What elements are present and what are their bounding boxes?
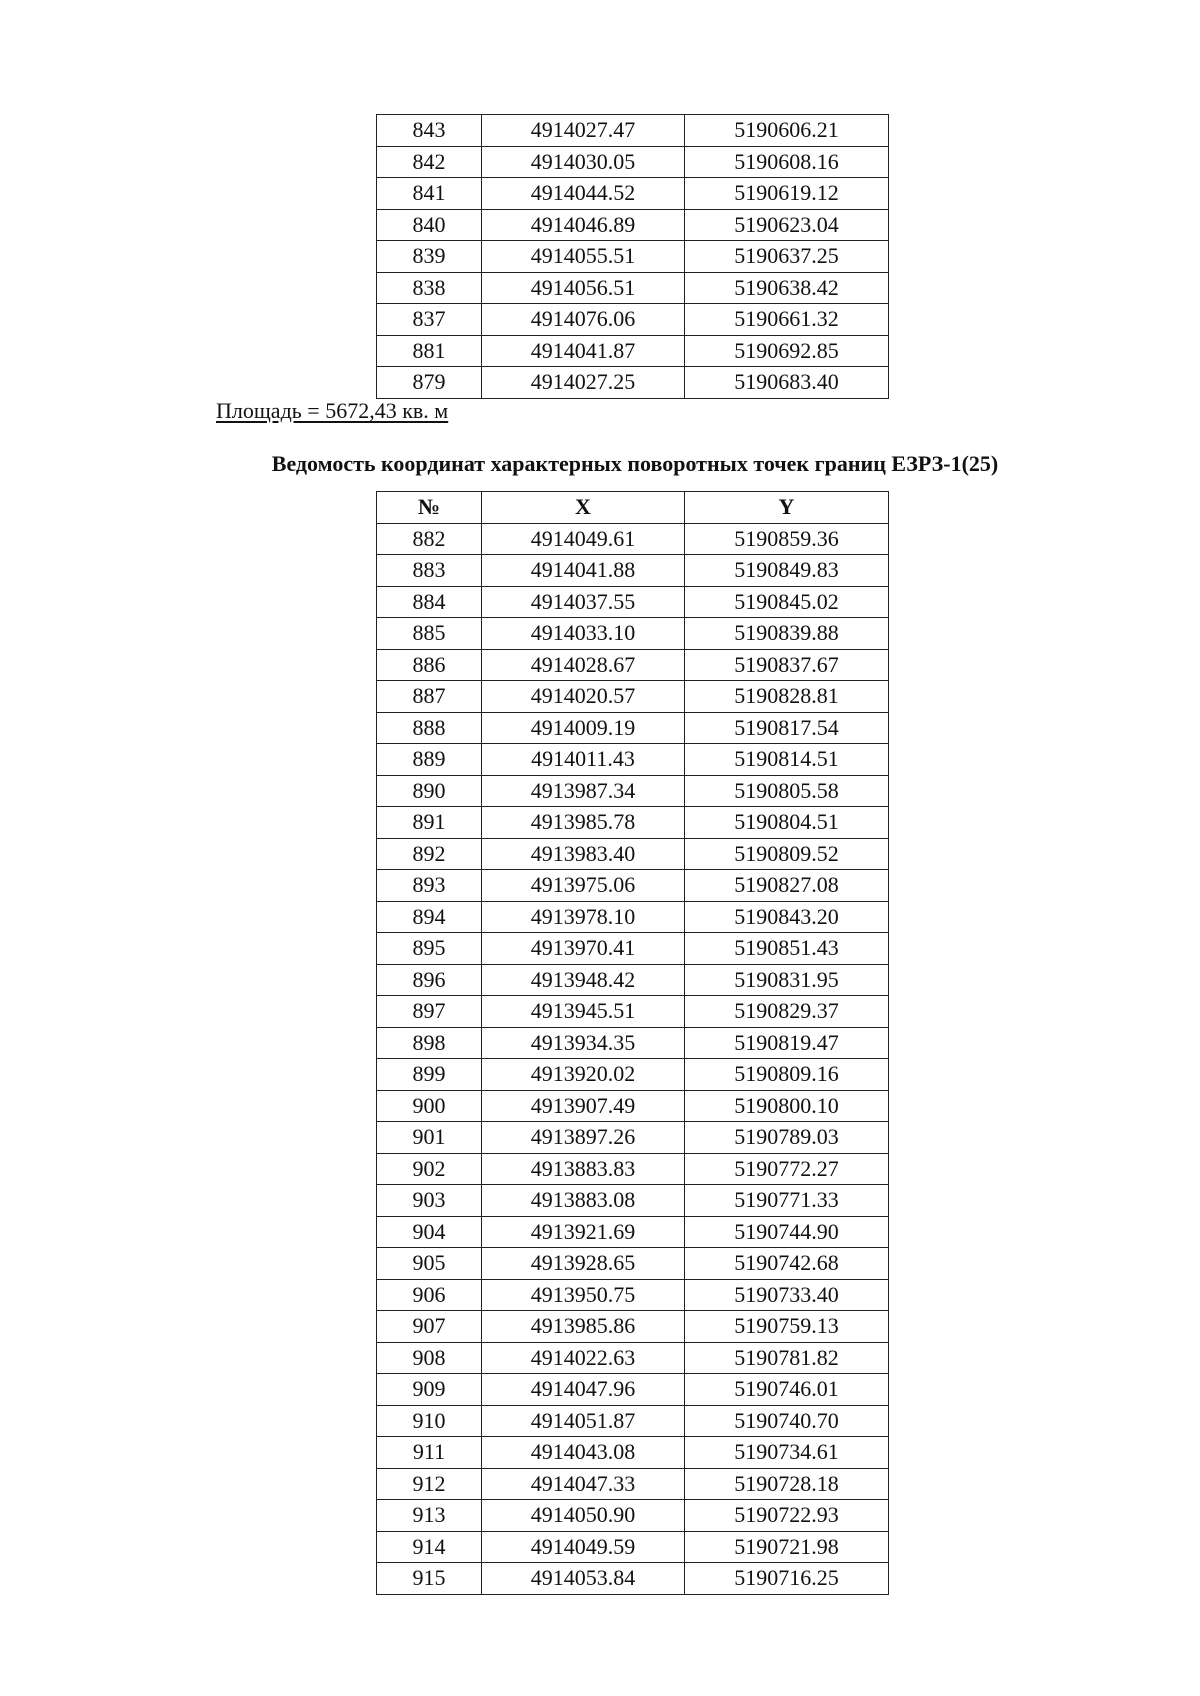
area-summary: Площадь = 5672,43 кв. м — [216, 398, 449, 423]
point-number-cell: 897 — [377, 996, 482, 1028]
y-coordinate-cell: 5190742.68 — [685, 1248, 889, 1280]
x-coordinate-cell: 4913950.75 — [482, 1279, 685, 1311]
table-row — [377, 1059, 889, 1091]
point-number-cell: 879 — [377, 367, 482, 399]
point-number-cell: 908 — [377, 1342, 482, 1374]
x-coordinate-cell: 4913883.83 — [482, 1153, 685, 1185]
x-coordinate-cell: 4913975.06 — [482, 870, 685, 902]
y-coordinate-cell: 5190817.54 — [685, 712, 889, 744]
table-row — [377, 1531, 889, 1563]
point-number-cell: 899 — [377, 1059, 482, 1091]
y-coordinate-cell: 5190843.20 — [685, 901, 889, 933]
point-number-cell: 838 — [377, 272, 482, 304]
y-coordinate-cell: 5190859.36 — [685, 523, 889, 555]
x-coordinate-cell: 4914056.51 — [482, 272, 685, 304]
x-coordinate-cell: 4914020.57 — [482, 681, 685, 713]
x-coordinate-cell: 4913985.86 — [482, 1311, 685, 1343]
x-coordinate-cell: 4914076.06 — [482, 304, 685, 336]
point-number-cell: 885 — [377, 618, 482, 650]
y-coordinate-cell: 5190692.85 — [685, 335, 889, 367]
table-row — [377, 1248, 889, 1280]
y-coordinate-cell: 5190851.43 — [685, 933, 889, 965]
point-number-cell: 882 — [377, 523, 482, 555]
point-number-cell: 907 — [377, 1311, 482, 1343]
point-number-cell: 910 — [377, 1405, 482, 1437]
table-row — [377, 1374, 889, 1406]
point-number-cell: 888 — [377, 712, 482, 744]
coordinates-table — [376, 491, 889, 1595]
point-number-cell: 842 — [377, 146, 482, 178]
point-number-cell: 900 — [377, 1090, 482, 1122]
table-row — [377, 1342, 889, 1374]
y-coordinate-cell: 5190814.51 — [685, 744, 889, 776]
y-coordinate-cell: 5190819.47 — [685, 1027, 889, 1059]
table-row — [377, 649, 889, 681]
x-coordinate-cell: 4913907.49 — [482, 1090, 685, 1122]
x-coordinate-cell: 4914041.87 — [482, 335, 685, 367]
table-row — [377, 367, 889, 399]
table-row — [377, 1437, 889, 1469]
x-coordinate-cell: 4914027.47 — [482, 115, 685, 147]
x-coordinate-cell: 4913921.69 — [482, 1216, 685, 1248]
y-coordinate-cell: 5190721.98 — [685, 1531, 889, 1563]
x-coordinate-cell: 4914055.51 — [482, 241, 685, 273]
table-row — [377, 1185, 889, 1217]
table-row — [377, 178, 889, 210]
point-number-cell: 896 — [377, 964, 482, 996]
x-coordinate-cell: 4913934.35 — [482, 1027, 685, 1059]
point-number-cell: 843 — [377, 115, 482, 147]
y-coordinate-cell: 5190829.37 — [685, 996, 889, 1028]
y-coordinate-cell: 5190849.83 — [685, 555, 889, 587]
x-coordinate-cell: 4914049.61 — [482, 523, 685, 555]
y-coordinate-cell: 5190638.42 — [685, 272, 889, 304]
point-number-cell: 886 — [377, 649, 482, 681]
point-number-cell: 895 — [377, 933, 482, 965]
point-number-cell: 889 — [377, 744, 482, 776]
y-coordinate-cell: 5190722.93 — [685, 1500, 889, 1532]
point-number-cell: 901 — [377, 1122, 482, 1154]
table-row — [377, 1468, 889, 1500]
point-number-cell: 893 — [377, 870, 482, 902]
y-coordinate-cell: 5190746.01 — [685, 1374, 889, 1406]
table-row — [377, 1311, 889, 1343]
table-row — [377, 1153, 889, 1185]
coordinates-table-continued — [376, 114, 889, 399]
table-row — [377, 1090, 889, 1122]
x-coordinate-cell: 4913983.40 — [482, 838, 685, 870]
point-number-cell: 912 — [377, 1468, 482, 1500]
point-number-cell: 911 — [377, 1437, 482, 1469]
point-number-cell: 890 — [377, 775, 482, 807]
y-coordinate-cell: 5190661.32 — [685, 304, 889, 336]
table-row — [377, 115, 889, 147]
column-header-x: X — [482, 492, 685, 524]
point-number-cell: 884 — [377, 586, 482, 618]
table-row — [377, 304, 889, 336]
table-header-row — [377, 492, 889, 524]
x-coordinate-cell: 4914050.90 — [482, 1500, 685, 1532]
table-row — [377, 1405, 889, 1437]
x-coordinate-cell: 4914011.43 — [482, 744, 685, 776]
table-row — [377, 1027, 889, 1059]
x-coordinate-cell: 4913883.08 — [482, 1185, 685, 1217]
table-row — [377, 807, 889, 839]
y-coordinate-cell: 5190759.13 — [685, 1311, 889, 1343]
y-coordinate-cell: 5190637.25 — [685, 241, 889, 273]
x-coordinate-cell: 4914009.19 — [482, 712, 685, 744]
y-coordinate-cell: 5190805.58 — [685, 775, 889, 807]
y-coordinate-cell: 5190683.40 — [685, 367, 889, 399]
x-coordinate-cell: 4914053.84 — [482, 1563, 685, 1595]
point-number-cell: 914 — [377, 1531, 482, 1563]
y-coordinate-cell: 5190828.81 — [685, 681, 889, 713]
x-coordinate-cell: 4913897.26 — [482, 1122, 685, 1154]
point-number-cell: 887 — [377, 681, 482, 713]
y-coordinate-cell: 5190608.16 — [685, 146, 889, 178]
table-row — [377, 1500, 889, 1532]
y-coordinate-cell: 5190619.12 — [685, 178, 889, 210]
table-row — [377, 744, 889, 776]
table-row — [377, 775, 889, 807]
y-coordinate-cell: 5190716.25 — [685, 1563, 889, 1595]
x-coordinate-cell: 4913945.51 — [482, 996, 685, 1028]
y-coordinate-cell: 5190827.08 — [685, 870, 889, 902]
point-number-cell: 905 — [377, 1248, 482, 1280]
x-coordinate-cell: 4914047.33 — [482, 1468, 685, 1500]
table-row — [377, 870, 889, 902]
table-row — [377, 1216, 889, 1248]
point-number-cell: 839 — [377, 241, 482, 273]
x-coordinate-cell: 4913920.02 — [482, 1059, 685, 1091]
table-row — [377, 272, 889, 304]
column-header-number: № — [377, 492, 482, 524]
point-number-cell: 883 — [377, 555, 482, 587]
x-coordinate-cell: 4913985.78 — [482, 807, 685, 839]
x-coordinate-cell: 4913987.34 — [482, 775, 685, 807]
y-coordinate-cell: 5190800.10 — [685, 1090, 889, 1122]
table-row — [377, 996, 889, 1028]
table-row — [377, 146, 889, 178]
table-row — [377, 241, 889, 273]
y-coordinate-cell: 5190837.67 — [685, 649, 889, 681]
table-row — [377, 1122, 889, 1154]
coordinates-table-body — [377, 115, 889, 399]
y-coordinate-cell: 5190809.52 — [685, 838, 889, 870]
coordinates-table-body — [377, 523, 889, 1594]
y-coordinate-cell: 5190809.16 — [685, 1059, 889, 1091]
x-coordinate-cell: 4914030.05 — [482, 146, 685, 178]
x-coordinate-cell: 4914033.10 — [482, 618, 685, 650]
x-coordinate-cell: 4914049.59 — [482, 1531, 685, 1563]
point-number-cell: 903 — [377, 1185, 482, 1217]
point-number-cell: 906 — [377, 1279, 482, 1311]
point-number-cell: 894 — [377, 901, 482, 933]
y-coordinate-cell: 5190740.70 — [685, 1405, 889, 1437]
x-coordinate-cell: 4914047.96 — [482, 1374, 685, 1406]
table-row — [377, 523, 889, 555]
table-row — [377, 335, 889, 367]
x-coordinate-cell: 4913978.10 — [482, 901, 685, 933]
point-number-cell: 913 — [377, 1500, 482, 1532]
y-coordinate-cell: 5190772.27 — [685, 1153, 889, 1185]
point-number-cell: 840 — [377, 209, 482, 241]
point-number-cell: 909 — [377, 1374, 482, 1406]
section-title: Ведомость координат характерных поворотных точек границ ЕЗРЗ-1(25) — [271, 451, 999, 476]
y-coordinate-cell: 5190728.18 — [685, 1468, 889, 1500]
y-coordinate-cell: 5190839.88 — [685, 618, 889, 650]
y-coordinate-cell: 5190845.02 — [685, 586, 889, 618]
y-coordinate-cell: 5190804.51 — [685, 807, 889, 839]
x-coordinate-cell: 4914028.67 — [482, 649, 685, 681]
y-coordinate-cell: 5190623.04 — [685, 209, 889, 241]
table-row — [377, 209, 889, 241]
table-row — [377, 964, 889, 996]
table-row — [377, 555, 889, 587]
y-coordinate-cell: 5190781.82 — [685, 1342, 889, 1374]
table-row — [377, 681, 889, 713]
x-coordinate-cell: 4914022.63 — [482, 1342, 685, 1374]
y-coordinate-cell: 5190831.95 — [685, 964, 889, 996]
y-coordinate-cell: 5190744.90 — [685, 1216, 889, 1248]
table-row — [377, 838, 889, 870]
x-coordinate-cell: 4913948.42 — [482, 964, 685, 996]
point-number-cell: 915 — [377, 1563, 482, 1595]
point-number-cell: 892 — [377, 838, 482, 870]
table-row — [377, 586, 889, 618]
y-coordinate-cell: 5190734.61 — [685, 1437, 889, 1469]
point-number-cell: 837 — [377, 304, 482, 336]
table-row — [377, 901, 889, 933]
y-coordinate-cell: 5190606.21 — [685, 115, 889, 147]
x-coordinate-cell: 4914043.08 — [482, 1437, 685, 1469]
point-number-cell: 898 — [377, 1027, 482, 1059]
point-number-cell: 841 — [377, 178, 482, 210]
x-coordinate-cell: 4914044.52 — [482, 178, 685, 210]
point-number-cell: 891 — [377, 807, 482, 839]
table-row — [377, 712, 889, 744]
x-coordinate-cell: 4913928.65 — [482, 1248, 685, 1280]
table-row — [377, 1563, 889, 1595]
y-coordinate-cell: 5190771.33 — [685, 1185, 889, 1217]
x-coordinate-cell: 4914041.88 — [482, 555, 685, 587]
x-coordinate-cell: 4914027.25 — [482, 367, 685, 399]
point-number-cell: 904 — [377, 1216, 482, 1248]
x-coordinate-cell: 4914037.55 — [482, 586, 685, 618]
x-coordinate-cell: 4913970.41 — [482, 933, 685, 965]
x-coordinate-cell: 4914046.89 — [482, 209, 685, 241]
table-row — [377, 933, 889, 965]
table-row — [377, 1279, 889, 1311]
column-header-y: Y — [685, 492, 889, 524]
y-coordinate-cell: 5190733.40 — [685, 1279, 889, 1311]
y-coordinate-cell: 5190789.03 — [685, 1122, 889, 1154]
x-coordinate-cell: 4914051.87 — [482, 1405, 685, 1437]
table-row — [377, 618, 889, 650]
point-number-cell: 881 — [377, 335, 482, 367]
point-number-cell: 902 — [377, 1153, 482, 1185]
